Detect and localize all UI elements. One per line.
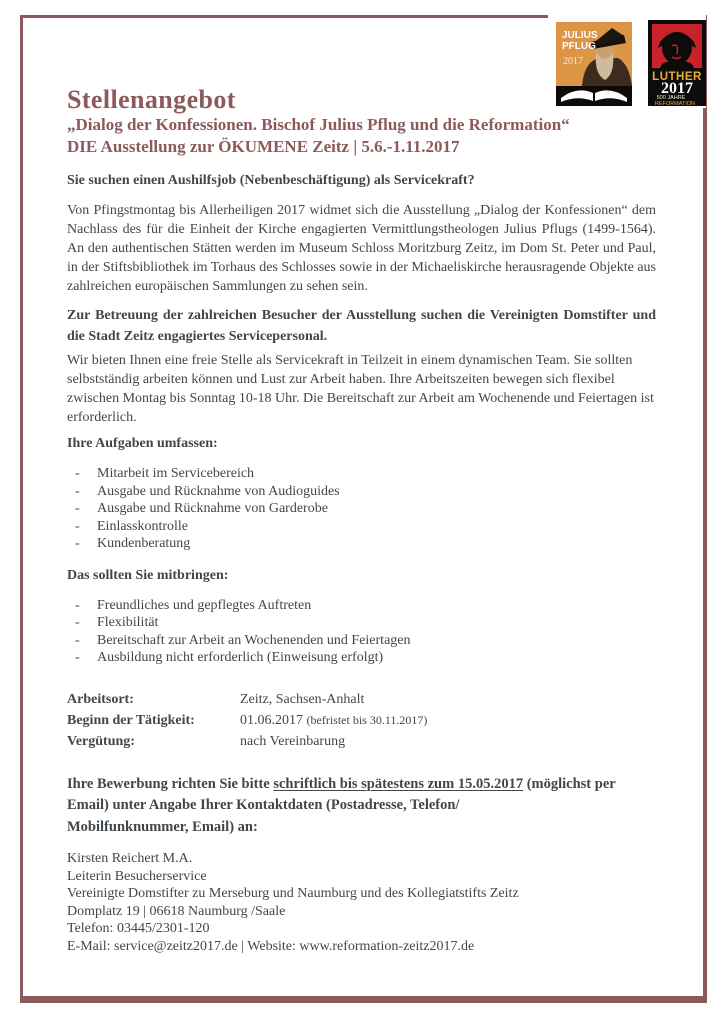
- contact-organization: Vereinigte Domstifter zu Merseburg und Naumburg und des Kollegiatstifts Zeitz: [67, 886, 519, 901]
- tasks-list: [67, 465, 656, 553]
- detail-row-location: [67, 689, 656, 710]
- task-text: Kundenberatung: [97, 536, 191, 551]
- document-content: [67, 86, 656, 955]
- application-instructions: [67, 774, 656, 839]
- contact-phone: Telefon: 03445/2301-120: [67, 921, 210, 936]
- detail-value: nach Vereinbarung: [240, 733, 346, 749]
- bullet-dash: -: [75, 518, 80, 534]
- job-details-table: [67, 689, 656, 752]
- requirement-item: [67, 614, 656, 632]
- task-text: Mitarbeit im Servicebereich: [97, 466, 255, 481]
- application-deadline: schriftlich bis spätestens zum 15.05.2017: [273, 775, 524, 792]
- requirement-text: Ausbildung nicht erforderlich (Einweisung erfolgt): [97, 650, 384, 665]
- luther-logo-year: 2017: [661, 80, 693, 97]
- luther-2017-logo: [648, 20, 706, 106]
- application-suffix-2: Mobilfunknummer, Email) an:: [67, 818, 258, 835]
- subtitle-line2: DIE Ausstellung zur ÖKUMENE Zeitz | 5.6.-1.11.2017: [67, 137, 460, 156]
- detail-label: Beginn der Tätigkeit:: [67, 712, 195, 728]
- task-item: [67, 483, 656, 501]
- task-item: [67, 518, 656, 536]
- contact-address: Domplatz 19 | 06618 Naumburg /Saale: [67, 903, 286, 919]
- detail-note: (befristet bis 30.11.2017): [306, 712, 428, 727]
- detail-row-salary: [67, 731, 656, 752]
- requirement-text: Freundliches und gepflegtes Auftreten: [97, 597, 312, 613]
- task-text: Einlasskontrolle: [97, 518, 188, 534]
- pflug-logo-year: 2017: [563, 56, 583, 67]
- task-text: Ausgabe und Rücknahme von Audioguides: [97, 483, 340, 499]
- paragraph-job-offer: Wir bieten Ihnen eine freie Stelle als Servicekraft in Teilzeit in einem dynamischen Team. Sie sollten selbstständig arbeiten können und Lust zur Arbeit haben. Ihre Arbeitszeiten bewegen sich flexibel zwischen Montag bis Sonntag 10-18 Uhr. Die Bereitschaft zur Arbeit am Wochenende und Feiertagen ist erforderlich.: [67, 353, 654, 425]
- page-title: Stellenangebot: [67, 85, 236, 114]
- bullet-dash: -: [75, 536, 80, 551]
- bullet-dash: -: [75, 650, 80, 665]
- requirements-list: [67, 597, 656, 667]
- contact-block: [67, 850, 656, 955]
- luther-logo-sub2: REFORMATION: [654, 101, 696, 106]
- intro-question: Sie suchen einen Aushilfsjob (Nebenbeschäftigung) als Servicekraft?: [67, 173, 475, 188]
- pflug-logo-line2: PFLUG: [562, 41, 596, 52]
- contact-role: Leiterin Besucherservice: [67, 868, 207, 884]
- task-item: [67, 535, 656, 553]
- detail-value: 01.06.2017 (befristet bis 30.11.2017): [240, 712, 428, 728]
- application-suffix-1: (möglichst per Email) unter Angabe Ihrer Kontaktdaten (Postadresse, Telefon/: [67, 775, 616, 813]
- application-prefix: Ihre Bewerbung richten Sie bitte: [67, 775, 274, 792]
- luther-2017-logo-image: [648, 20, 706, 106]
- detail-value: Zeitz, Sachsen-Anhalt: [240, 691, 365, 707]
- contact-email-website: E-Mail: service@zeitz2017.de | Website: www.reformation-zeitz2017.de: [67, 938, 475, 954]
- requirement-item: [67, 632, 656, 650]
- requirements-heading: Das sollten Sie mitbringen:: [67, 567, 229, 583]
- detail-label: Arbeitsort:: [67, 691, 134, 707]
- luther-logo-name: LUTHER: [652, 71, 702, 83]
- bullet-dash: -: [75, 597, 80, 613]
- tasks-heading: Ihre Aufgaben umfassen:: [67, 436, 218, 451]
- task-text: Ausgabe und Rücknahme von Garderobe: [97, 501, 328, 516]
- task-item: [67, 500, 656, 518]
- contact-name: Kirsten Reichert M.A.: [67, 851, 193, 866]
- bullet-dash: -: [75, 466, 80, 481]
- requirement-item: [67, 597, 656, 615]
- luther-logo-sub1: 500 JAHRE: [656, 95, 686, 101]
- paragraph-exhibition: Von Pfingstmontag bis Allerheiligen 2017 widmet sich die Ausstellung „Dialog der Konfessionen“ dem Nachlass des für die Einheit der Kirche engagierten Vermittlungstheologen Julius Pflugs (1499-1564). An den authentischen Stätten werden im Museum Schloss Moritzburg Zeitz, im Dom St. Peter und Paul, in der Stiftsbibliothek im Torhaus des Schlosses sowie in der Michaeliskirche herausragende Objekte aus zahlreichen europäischen Sammlungen zu sehen sein.: [67, 203, 656, 294]
- requirement-text: Bereitschaft zur Arbeit an Wochenenden und Feiertagen: [97, 632, 411, 648]
- task-item: [67, 465, 656, 483]
- bullet-dash: -: [75, 501, 80, 516]
- bullet-dash: -: [75, 483, 80, 499]
- detail-row-start-date: [67, 710, 656, 731]
- requirement-item: [67, 649, 656, 667]
- detail-label: Vergütung:: [67, 733, 135, 749]
- paragraph-seeking-staff: Zur Betreuung der zahlreichen Besucher der Ausstellung suchen die Vereinigten Domstifter und die Stadt Zeitz engagiertes Servicepersonal.: [67, 308, 656, 344]
- bullet-dash: -: [75, 615, 80, 630]
- requirement-text: Flexibilität: [97, 615, 159, 630]
- bullet-dash: -: [75, 632, 80, 648]
- subtitle-line1: „Dialog der Konfessionen. Bischof Julius Pflug und die Reformation“: [67, 115, 570, 134]
- pflug-logo-line1: JULIUS: [562, 30, 598, 41]
